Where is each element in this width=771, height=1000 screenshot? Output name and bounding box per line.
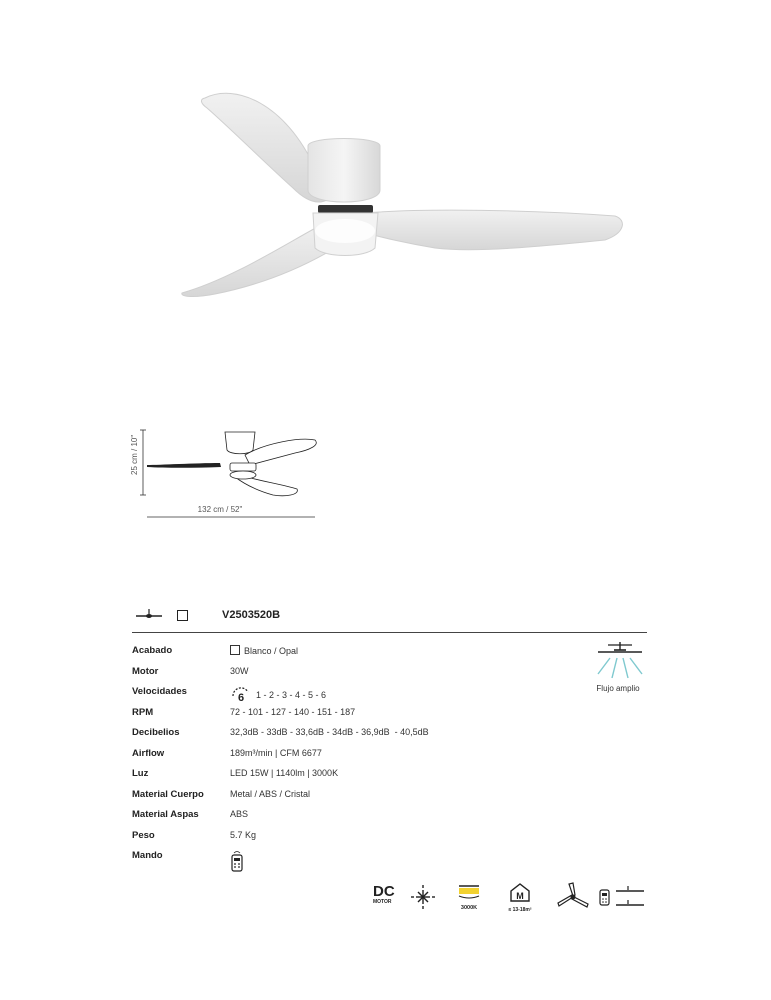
light-3000k-icon: 3000K: [454, 884, 484, 911]
spec-key: Luz: [132, 768, 149, 779]
spec-key: Airflow: [132, 747, 165, 759]
spec-value: 189m³/min | CFM 6677: [230, 747, 322, 758]
white-swatch-icon: [230, 645, 240, 655]
spec-value: Blanco / Opal: [244, 646, 299, 656]
spec-row-luz: [132, 766, 552, 787]
finish-swatch-icon: [177, 610, 188, 621]
spec-row-airflow: [132, 746, 552, 767]
spec-row-mando: [132, 848, 552, 869]
remote-control-icon: [230, 850, 244, 872]
spec-key: Velocidades: [132, 686, 187, 697]
spec-row-material-cuerpo: [132, 787, 552, 808]
spec-header: [132, 606, 647, 633]
airflow-label: Flujo amplio: [596, 684, 640, 693]
spec-row-decibelios: [132, 725, 552, 746]
speed-dial-icon: [230, 686, 252, 702]
spec-row-motor: [132, 664, 552, 685]
winter-summer-icon: [410, 884, 436, 910]
feature-icon-row: [370, 882, 650, 914]
spec-row-acabado: [132, 643, 552, 664]
spec-value: LED 15W | 1140lm | 3000K: [230, 768, 339, 778]
spec-value: 72 - 101 - 127 - 140 - 151 - 187: [230, 706, 356, 717]
spec-key: Material Aspas: [132, 809, 199, 820]
room-size-icon: M ≤ 13-18m²: [504, 882, 536, 913]
remote-fan-icon: [598, 884, 648, 917]
width-dimension-label: 132 cm / 52": [197, 505, 243, 514]
spec-key: Peso: [132, 829, 155, 841]
speed-count: 6: [238, 692, 245, 702]
spec-key: Mando: [132, 850, 163, 861]
spec-value: Metal / ABS / Cristal: [230, 788, 311, 799]
spec-key: RPM: [132, 706, 154, 718]
spec-row-material-aspas: [132, 807, 552, 828]
house-icon: [509, 882, 531, 902]
fan-product-image: [175, 88, 625, 303]
spec-value: 32,3dB - 33dB - 33,6dB - 34dB - 36,9dB - 40,5dB: [230, 727, 429, 737]
spec-key: Motor: [132, 665, 159, 677]
height-dimension-label: 25 cm / 10": [130, 434, 139, 475]
spec-key: Decibelios: [132, 727, 180, 738]
spec-key: Acabado: [132, 645, 173, 656]
svg-text:M: M: [516, 891, 524, 901]
spec-row-peso: [132, 828, 552, 849]
spec-table: [132, 643, 552, 869]
spec-value: 30W: [230, 665, 249, 676]
spec-row-velocidades: [132, 684, 552, 705]
spec-value: 5.7 Kg: [230, 829, 257, 840]
spec-value: 1 - 2 - 3 - 4 - 5 - 6: [256, 690, 327, 700]
light-bulb-icon: [456, 884, 482, 900]
spec-value: ABS: [230, 809, 249, 819]
spec-key: Material Cuerpo: [132, 788, 204, 800]
spec-row-rpm: [132, 705, 552, 726]
three-blades-icon: [556, 882, 590, 912]
dc-motor-icon: DC MOTOR: [373, 883, 395, 905]
ceiling-fan-icon: [134, 609, 164, 621]
model-code: V2503520B: [222, 609, 281, 621]
